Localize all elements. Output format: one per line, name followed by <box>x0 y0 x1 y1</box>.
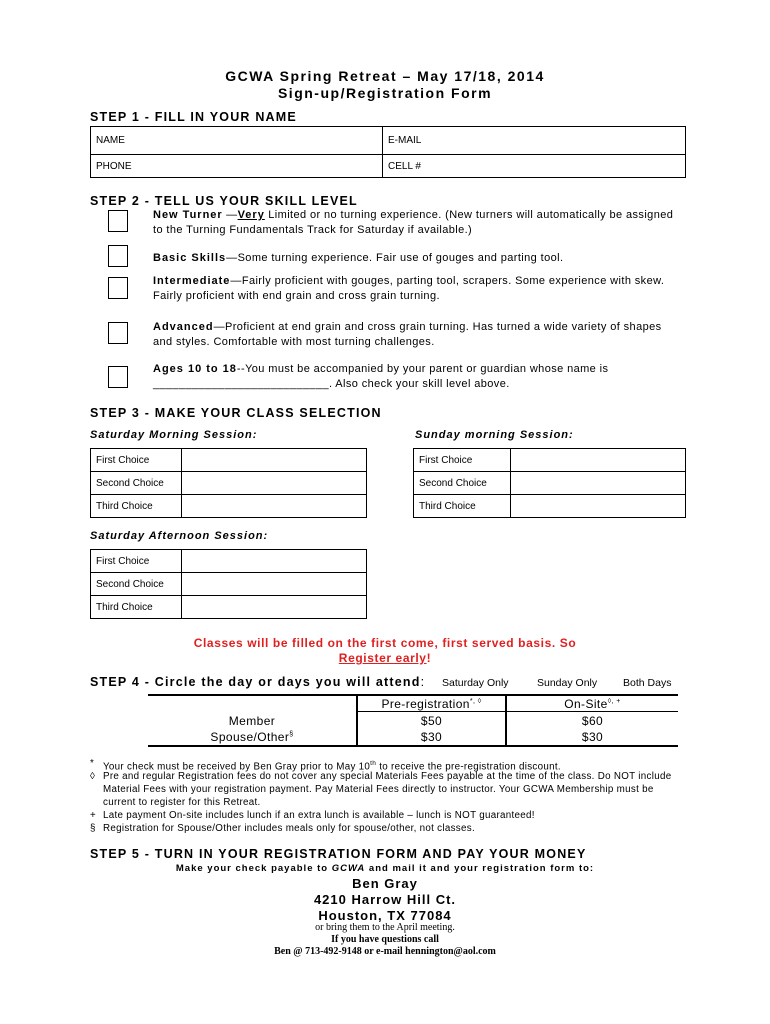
option-saturday[interactable]: Saturday Only <box>442 677 509 689</box>
sat-pm-first-input[interactable] <box>181 549 367 573</box>
option-both-days[interactable]: Both Days <box>623 677 672 689</box>
step1-heading: STEP 1 - FILL IN YOUR NAME <box>90 110 297 124</box>
ages-checkbox[interactable] <box>108 366 128 388</box>
note-mark-asterisk: * <box>90 758 95 769</box>
step5-heading: STEP 5 - TURN IN YOUR REGISTRATION FORM AND PAY YOUR MONEY <box>90 847 587 861</box>
sat-pm-second-label: Second Choice <box>90 572 182 596</box>
sat-am-third-input[interactable] <box>181 494 367 518</box>
sat-am-second-input[interactable] <box>181 471 367 495</box>
note-mark-section: § <box>90 823 96 834</box>
skill-basic: Basic Skills—Some turning experience. Fair use of gouges and parting tool. <box>153 252 564 264</box>
phone-field[interactable] <box>90 154 383 178</box>
skill-advanced: Advanced—Proficient at end grain and cross grain turning. Has turned a wide variety of shapes and styles. Comfortable with most turning challenges. <box>153 321 662 348</box>
note-material-fees: Pre and regular Registration fees do not cover any special Materials Fees payable at the time of the class. Do NOT include Material Fees with your registration payment. Pay Material Fees directly to instructor. Your GCWA Membership must be current to register for this Retreat. <box>103 771 672 808</box>
member-pre-price: $50 <box>420 714 443 728</box>
contact-line: Ben @ 713-492-9148 or e-mail hennington@aol.com <box>274 946 496 957</box>
mail-name: Ben Gray <box>352 876 418 891</box>
step3-heading: STEP 3 - MAKE YOUR CLASS SELECTION <box>90 406 382 420</box>
note-prereg-discount: Your check must be received by Ben Gray prior to May 10th to receive the pre-registration discount. <box>103 760 561 773</box>
advanced-checkbox[interactable] <box>108 322 128 344</box>
mail-city: Houston, TX 77084 <box>318 908 452 923</box>
notice-line1: Classes will be filled on the first come, first served basis. So <box>193 636 577 650</box>
sat-am-third-label: Third Choice <box>90 494 182 518</box>
sat-morning-label: Saturday Morning Session: <box>90 429 258 441</box>
col-onsite: On-Site◊, + <box>564 697 621 711</box>
step2-heading: STEP 2 - TELL US YOUR SKILL LEVEL <box>90 194 358 208</box>
basic-skills-checkbox[interactable] <box>108 245 128 267</box>
mail-street: 4210 Harrow Hill Ct. <box>313 892 457 907</box>
sun-am-third-input[interactable] <box>510 494 686 518</box>
sun-am-first-input[interactable] <box>510 448 686 472</box>
option-sunday[interactable]: Sunday Only <box>537 677 598 689</box>
intermediate-checkbox[interactable] <box>108 277 128 299</box>
spouse-onsite-price: $30 <box>581 730 604 744</box>
alt-delivery: or bring them to the April meeting. <box>315 922 455 933</box>
note-mark-plus: + <box>90 810 97 821</box>
form-title: GCWA Spring Retreat – May 17/18, 2014 <box>225 68 545 84</box>
notice-line2: Register early! <box>338 651 432 665</box>
sat-am-first-input[interactable] <box>181 448 367 472</box>
row-member: Member <box>228 714 276 728</box>
sun-am-second-label: Second Choice <box>413 471 511 495</box>
sun-am-second-input[interactable] <box>510 471 686 495</box>
skill-intermediate: Intermediate—Fairly proficient with gouges, parting tool, scrapers. Some experience with skew. Fairly proficient with end grain and cross grain turning. <box>153 275 665 302</box>
note-late-payment: Late payment On-site includes lunch if an extra lunch is available – lunch is NOT guaranteed! <box>103 810 535 821</box>
name-field[interactable] <box>90 126 383 155</box>
questions-line: If you have questions call <box>331 934 439 945</box>
col-preregistration: Pre-registration*, ◊ <box>381 697 482 711</box>
sat-afternoon-label: Saturday Afternoon Session: <box>90 530 269 542</box>
sun-morning-label: Sunday morning Session: <box>415 429 574 441</box>
note-spouse: Registration for Spouse/Other includes meals only for spouse/other, not classes. <box>103 823 475 834</box>
phone-label: PHONE <box>96 160 132 172</box>
step4-heading: STEP 4 - Circle the day or days you will attend: <box>90 675 426 689</box>
sat-pm-second-input[interactable] <box>181 572 367 596</box>
email-field[interactable] <box>382 126 686 155</box>
new-turner-checkbox[interactable] <box>108 210 128 232</box>
sat-am-second-label: Second Choice <box>90 471 182 495</box>
sat-am-first-label: First Choice <box>90 448 182 472</box>
sat-pm-first-label: First Choice <box>90 549 182 573</box>
form-subtitle: Sign-up/Registration Form <box>277 85 493 101</box>
cell-field[interactable] <box>382 154 686 178</box>
skill-ages: Ages 10 to 18--You must be accompanied by your parent or guardian whose name is ___________________________. Also check your skill level above. <box>153 363 609 390</box>
sun-am-third-label: Third Choice <box>413 494 511 518</box>
spouse-pre-price: $30 <box>420 730 443 744</box>
fee-table <box>148 694 678 747</box>
cell-label: CELL # <box>388 160 421 172</box>
sat-pm-third-label: Third Choice <box>90 595 182 619</box>
email-label: E-MAIL <box>388 135 422 146</box>
name-label: NAME <box>96 135 125 146</box>
payment-instructions: Make your check payable to GCWA and mail it and your registration form to: <box>175 863 595 874</box>
sat-pm-third-input[interactable] <box>181 595 367 619</box>
row-spouse: Spouse/Other§ <box>210 730 294 744</box>
note-mark-lozenge: ◊ <box>90 771 96 782</box>
member-onsite-price: $60 <box>581 714 604 728</box>
skill-new-turner: New Turner —Very Limited or no turning experience. (New turners will automatically be assigned to the Turning Fundamentals Track for Saturday if available.) <box>153 209 674 236</box>
sun-am-first-label: First Choice <box>413 448 511 472</box>
